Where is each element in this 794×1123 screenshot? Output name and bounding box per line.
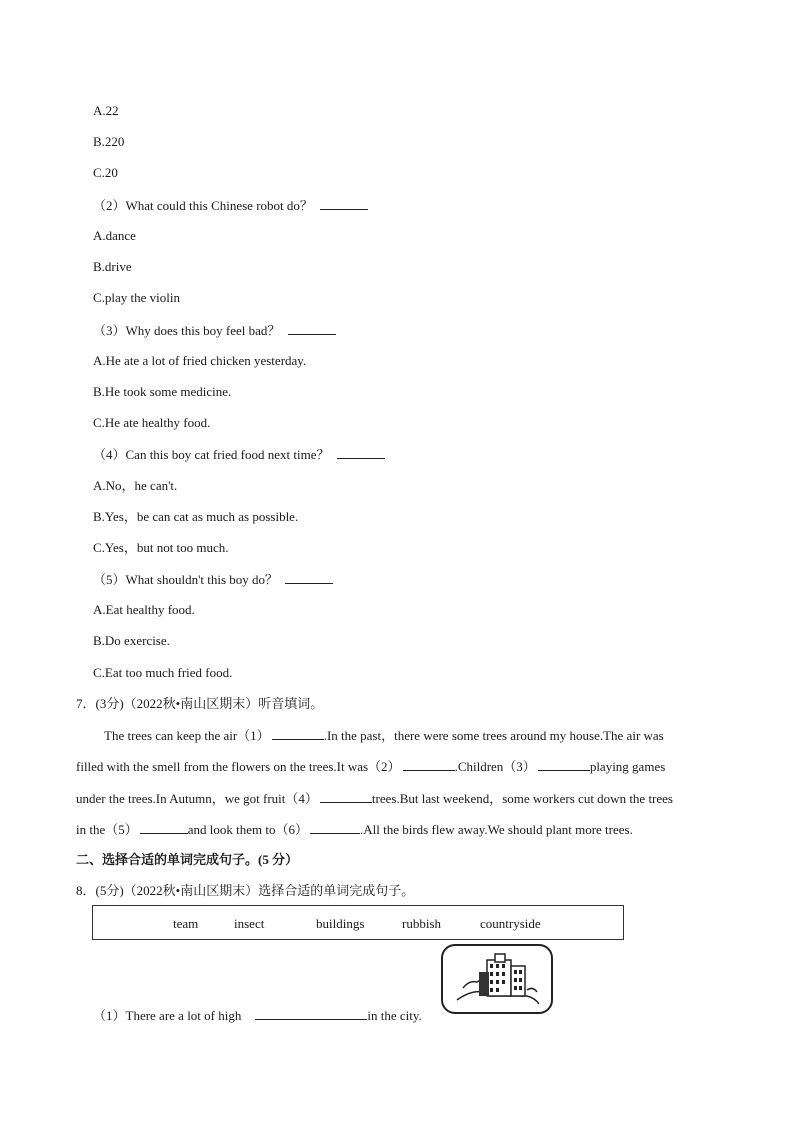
passage-blank-5[interactable] (140, 821, 188, 834)
q6-4-option-b: B.Yes，be can cat as much as possible. (93, 509, 299, 524)
q6-5-question-text: （5）What shouldn't this boy do？ (93, 572, 279, 587)
q6-3-option-b: B.He took some medicine. (93, 384, 232, 399)
passage-line-2 (76, 758, 665, 775)
word-bank (92, 905, 624, 940)
q6-2-option-c: C.play the violin (93, 290, 181, 305)
q8-1-text-end: in the city. (367, 1008, 422, 1023)
passage-text: .Children（3） (454, 759, 536, 774)
passage-line-1 (104, 727, 664, 744)
q8-1-sentence (93, 1007, 422, 1024)
passage-text: under the trees.In Autumn，we got fruit（4） (76, 791, 318, 806)
q6-1-option-a: A.22 (93, 103, 119, 118)
q6-3-option-a: A.He ate a lot of fried chicken yesterday. (93, 353, 307, 368)
q6-4-question-text: （4）Can this boy cat fried food next time？ (93, 447, 330, 462)
q6-3-option-c: C.He ate healthy food. (93, 415, 211, 430)
q6-2-option-a: A.dance (93, 228, 136, 243)
q7-heading: 7．(3分)（2022秋•南山区期末）听音填词。 (76, 696, 324, 711)
passage-line-3 (76, 790, 673, 807)
q6-4-option-c: C.Yes，but not too much. (93, 540, 229, 555)
passage-text: filled with the smell from the flowers on the trees.It was（2） (76, 759, 401, 774)
word-bank-word: countryside (480, 916, 541, 931)
q6-1-option-b: B.220 (93, 134, 125, 149)
answer-blank[interactable] (320, 197, 368, 210)
q8-1-blank[interactable] (255, 1007, 367, 1020)
q6-1-option-c: C.20 (93, 165, 118, 180)
q8-1-text: （1）There are a lot of high (93, 1008, 242, 1023)
passage-blank-4[interactable] (320, 790, 372, 803)
q6-5-option-a: A.Eat healthy food. (93, 602, 195, 617)
word-bank-word: team (173, 916, 199, 931)
buildings-illustration (443, 946, 551, 1012)
passage-line-4 (76, 821, 633, 838)
passage-text: playing games (589, 759, 666, 774)
passage-blank-6[interactable] (310, 821, 360, 834)
word-bank-word: insect (234, 916, 265, 931)
section-heading: 二、选择合适的单词完成句子。(5 分） (76, 852, 299, 867)
passage-text: .All the birds flew away.We should plant more trees. (360, 822, 633, 837)
q6-3-question (93, 322, 336, 339)
passage-blank-2[interactable] (403, 758, 455, 771)
answer-blank[interactable] (337, 446, 385, 459)
q6-4-option-a: A.No，he can't. (93, 478, 178, 493)
q6-4-question (93, 446, 385, 463)
q6-5-option-c: C.Eat too much fried food. (93, 665, 233, 680)
q6-2-question-text: （2）What could this Chinese robot do？ (93, 198, 313, 213)
passage-blank-1[interactable] (272, 727, 324, 740)
q6-5-question (93, 571, 333, 588)
word-bank-word: rubbish (402, 916, 441, 931)
passage-text: The trees can keep the air（1） (104, 728, 270, 743)
passage-text: in the（5） (76, 822, 138, 837)
answer-blank[interactable] (288, 322, 336, 335)
q6-2-question (93, 197, 368, 214)
passage-text: .In the past，there were some trees around my house.The air was (323, 728, 664, 743)
q6-5-option-b: B.Do exercise. (93, 633, 170, 648)
buildings-picture (441, 944, 553, 1014)
passage-text: trees.But last weekend，some workers cut down the trees (371, 791, 673, 806)
passage-blank-3[interactable] (538, 758, 590, 771)
q6-3-question-text: （3）Why does this boy feel bad？ (93, 323, 281, 338)
q6-2-option-b: B.drive (93, 259, 132, 274)
word-bank-word: buildings (316, 916, 365, 931)
answer-blank[interactable] (285, 571, 333, 584)
q8-heading: 8．(5分)（2022秋•南山区期末）选择合适的单词完成句子。 (76, 883, 415, 898)
passage-text: and look them to（6） (187, 822, 308, 837)
